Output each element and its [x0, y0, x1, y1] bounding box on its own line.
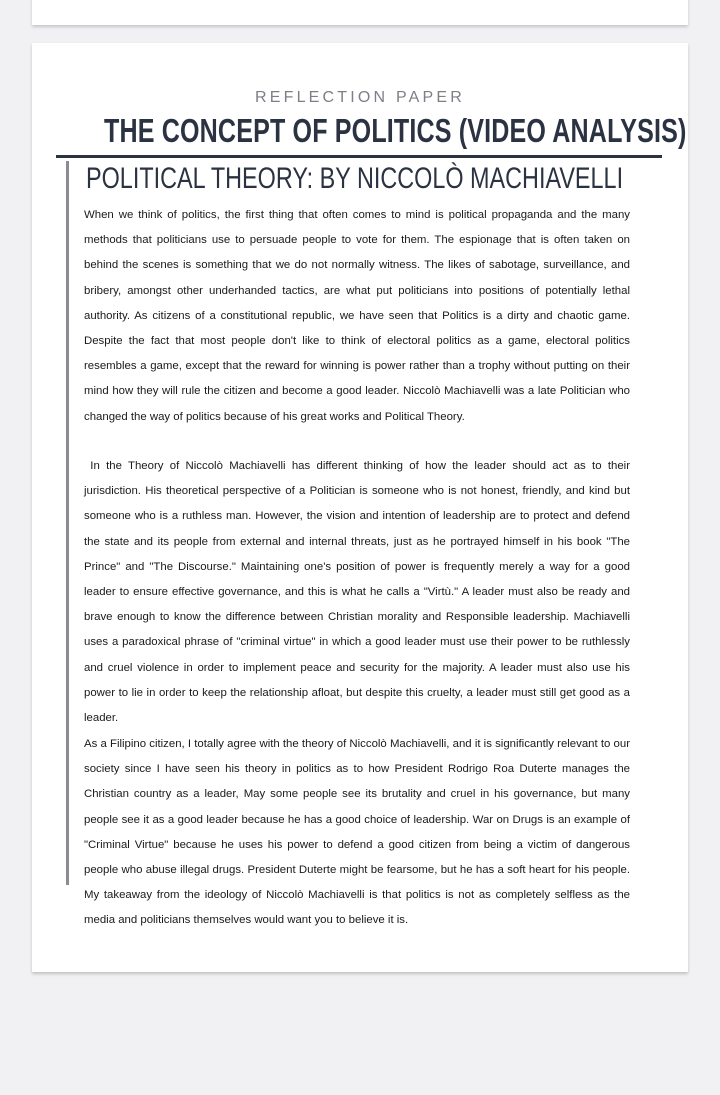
document-subtitle: POLITICAL THEORY: BY NICCOLÒ MACHIAVELLI [86, 162, 624, 195]
title-divider [56, 155, 662, 158]
document-page [32, 43, 688, 972]
previous-page-edge [32, 0, 688, 25]
body-paragraph-3: As a Filipino citizen, I totally agree with the theory of Niccolò Machiavelli, and it is significantly relevant to our society since I have seen his theory in politics as to how President Rodrigo Roa Duterte manages the Christian country as a leader, May some people see its brutality and cruel in his governance, but many people see it as a good leader because he has a good choice of leadership. War on Drugs is an example of "Criminal Virtue" because he uses his power to defend a good citizen from being a victim of dangerous people who abuse illegal drugs. President Duterte might be fearsome, but he has a soft heart for his people. My takeaway from the ideology of Niccolò Machiavelli is that politics is not as completely selfless as the media and politicians themselves would want you to believe it is. [84, 738, 630, 927]
body-paragraph-2: In the Theory of Niccolò Machiavelli has different thinking of how the leader should act as to their jurisdiction. His theoretical perspective of a Politician is someone who is not honest, friendly, and kind but someone who is a ruthless man. However, the vision and intention of leadership are to protect and defend the state and its people from external and internal threats, just as he portrayed himself in his book "The Prince" and "The Discourse." Maintaining one's position of power is frequently merely a way for a good leader to ensure effective governance, and this is what he calls a "Virtù." A leader must also be ready and brave enough to know the difference between Christian morality and Responsible leadership. Machiavelli uses a paradoxical phrase of "criminal virtue" in which a good leader must use their power to be ruthlessly and cruel violence in order to implement peace and security for the majority. A leader must also use his power to lie in order to keep the relationship afloat, but despite this cruelty, a leader must still get good as a leader. [84, 460, 630, 725]
document-kicker: REFLECTION PAPER [254, 89, 466, 106]
left-accent-bar [66, 161, 69, 885]
body-paragraph-1: When we think of politics, the first thing that often comes to mind is political propaganda and the many methods that politicians use to persuade people to vote for them. The espionage that is often taken on behind the scenes is something that we do not normally witness. The likes of sabotage, surveillance, and bribery, amongst other underhanded tactics, are what put politicians into positions of potentially lethal authority. As citizens of a constitutional republic, we have seen that Politics is a dirty and chaotic game. Despite the fact that most people don't like to think of electoral politics as a game, electoral politics resembles a game, except that the reward for winning is power rather than a trophy without putting on their mind how they will rule the citizen and become a good leader. Niccolò Machiavelli was a late Politician who changed the way of politics because of his great works and Political Theory. [84, 209, 630, 423]
document-title: THE CONCEPT OF POLITICS (VIDEO ANALYSIS) [104, 112, 687, 149]
